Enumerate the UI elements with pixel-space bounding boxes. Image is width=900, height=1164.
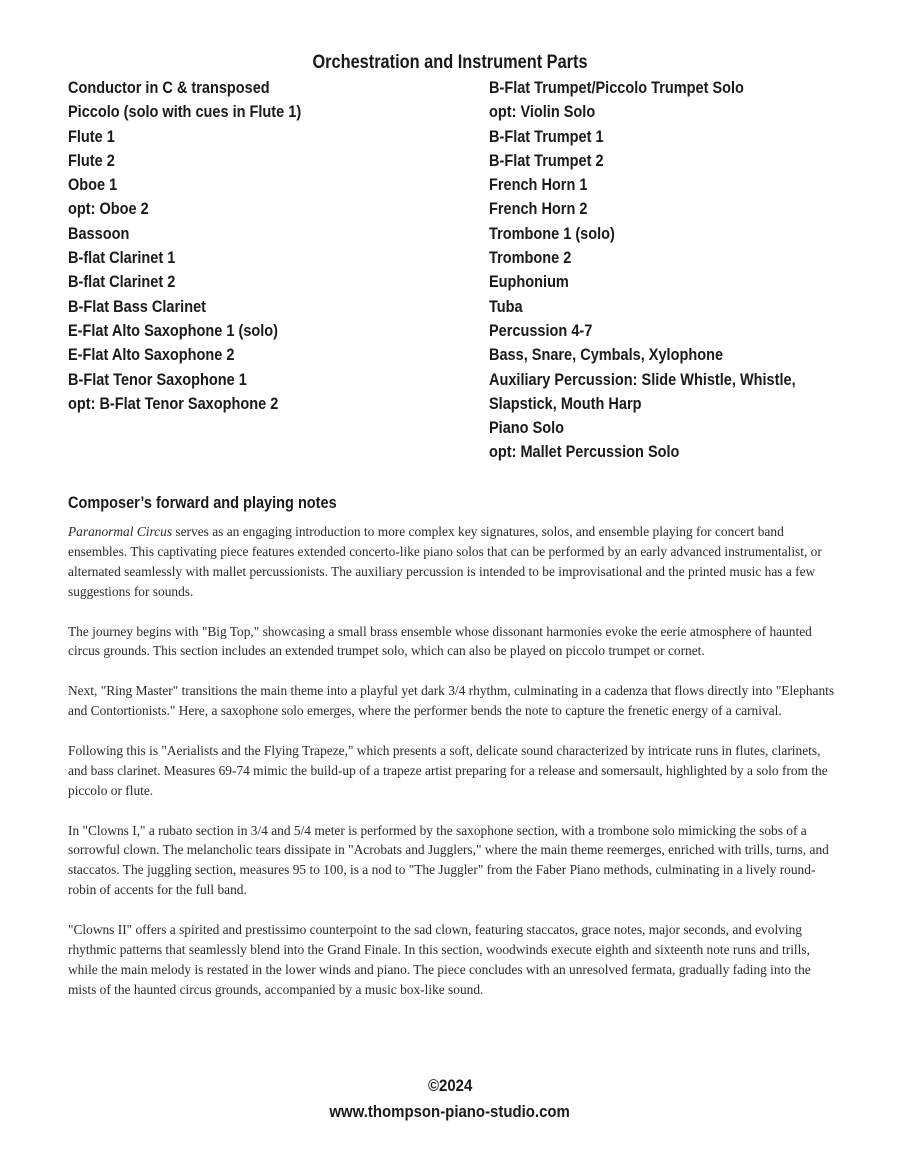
part-item: Flute 1 xyxy=(68,127,115,146)
notes-paragraph: "Clowns II" offers a spirited and prestissimo counterpoint to the sad clown, featuring staccatos, grace notes, major seconds, and evolving rhythmic patterns that seamlessly blend into the Grand Finale. In this section, woodwinds execute eighth and sixteenth note runs and trills, while the main melody is restated in the lower winds and piano. The piece concludes with an unresolved fermata, gradually fading into the mists of the haunted circus grounds, accompanied by a music box-like sound. xyxy=(68,922,811,997)
part-item: Bass, Snare, Cymbals, Xylophone xyxy=(489,346,724,365)
copyright xyxy=(0,1076,900,1096)
notes-paragraph xyxy=(68,522,838,602)
part-item: opt: Oboe 2 xyxy=(68,200,149,219)
notes-heading: Composer’s forward and playing notes xyxy=(68,494,337,512)
part-item: opt: Mallet Percussion Solo xyxy=(489,443,680,462)
part-item: French Horn 1 xyxy=(489,176,588,195)
notes-paragraph-text: serves as an engaging introduction to more complex key signatures, solos, and ensemble playing for concert band ensembles. This captivating piece features extended concerto-like piano solos that can be performed by an early advanced instrumentalist, or alternated seamlessly with mallet percussionists. The auxiliary percussion is intended to be improvisational and the printed music has a few suggestions for sounds. xyxy=(68,524,822,599)
piece-title: Paranormal Circus xyxy=(68,524,173,539)
notes-paragraph: In "Clowns I," a rubato section in 3/4 and 5/4 meter is performed by the saxophone section, with a trombone solo mimicking the sobs of a sorrowful clown. The melancholic tears dissipate in "Acrobats and Jugglers," where the main theme reemerges, enriched with trills, turns, and staccatos. The juggling section, measures 95 to 100, is a nod to "The Juggler" from the Faber Piano methods, culminating in a lively round-robin of accents for the full band. xyxy=(68,822,829,898)
part-item: Bassoon xyxy=(68,224,130,243)
parts-list-right xyxy=(489,76,876,465)
part-item: French Horn 2 xyxy=(489,200,588,219)
part-item: E-Flat Alto Saxophone 2 xyxy=(68,346,235,365)
part-item: B-Flat Trumpet 2 xyxy=(489,151,604,170)
part-item: opt: B-Flat Tenor Saxophone 2 xyxy=(68,394,279,413)
part-item: Tuba xyxy=(489,297,523,316)
part-item: opt: Violin Solo xyxy=(489,103,596,122)
parts-list-left xyxy=(68,76,438,416)
part-item: B-flat Clarinet 2 xyxy=(68,273,176,292)
part-item: Trombone 2 xyxy=(489,249,572,268)
part-item: B-Flat Bass Clarinet xyxy=(68,297,206,316)
website-link[interactable]: www.thompson-piano-studio.com xyxy=(329,1102,571,1121)
part-item: B-Flat Trumpet/Piccolo Trumpet Solo xyxy=(489,79,744,97)
part-item: Piano Solo xyxy=(489,419,565,438)
notes-paragraph: Next, "Ring Master" transitions the main theme into a playful yet dark 3/4 rhythm, culminating in a cadenza that flows directly into "Elephants and Contortionists." Here, a saxophone solo emerges, where the performer bends the note to capture the frenetic energy of a carnival. xyxy=(68,683,835,719)
part-item: Percussion 4-7 xyxy=(489,321,593,340)
page-title: Orchestration and Instrument Parts xyxy=(312,52,588,73)
part-item: E-Flat Alto Saxophone 1 (solo) xyxy=(68,321,279,340)
part-item: Conductor in C & transposed xyxy=(68,79,270,97)
part-item: B-Flat Trumpet 1 xyxy=(489,127,604,146)
part-item: Slapstick, Mouth Harp xyxy=(489,394,642,413)
part-item: Flute 2 xyxy=(68,151,115,170)
part-item: B-flat Clarinet 1 xyxy=(68,249,176,268)
part-item: Euphonium xyxy=(489,273,569,292)
notes-paragraph: Following this is "Aerialists and the Flying Trapeze," which presents a soft, delicate sound characterized by intricate runs in flutes, clarinets, and bass clarinet. Measures 69-74 mimic the build-up of a trapeze artist preparing for a release and somersault, highlighted by a solo from the piccolo or flute. xyxy=(68,742,828,798)
notes-paragraph: The journey begins with "Big Top," showcasing a small brass ensemble whose dissonant harmonies evoke the eerie atmosphere of haunted circus grounds. This section includes an extended trumpet solo, which can also be played on piccolo trumpet or cornet. xyxy=(68,623,812,659)
part-item: Auxiliary Percussion: Slide Whistle, Whistle, xyxy=(489,370,796,389)
copyright-text: ©2024 xyxy=(427,1076,473,1095)
composer-notes xyxy=(68,522,838,1020)
website-url xyxy=(0,1102,900,1122)
part-item: Oboe 1 xyxy=(68,176,118,195)
part-item: Piccolo (solo with cues in Flute 1) xyxy=(68,103,302,122)
part-item: B-Flat Tenor Saxophone 1 xyxy=(68,370,247,389)
part-item: Trombone 1 (solo) xyxy=(489,224,615,243)
